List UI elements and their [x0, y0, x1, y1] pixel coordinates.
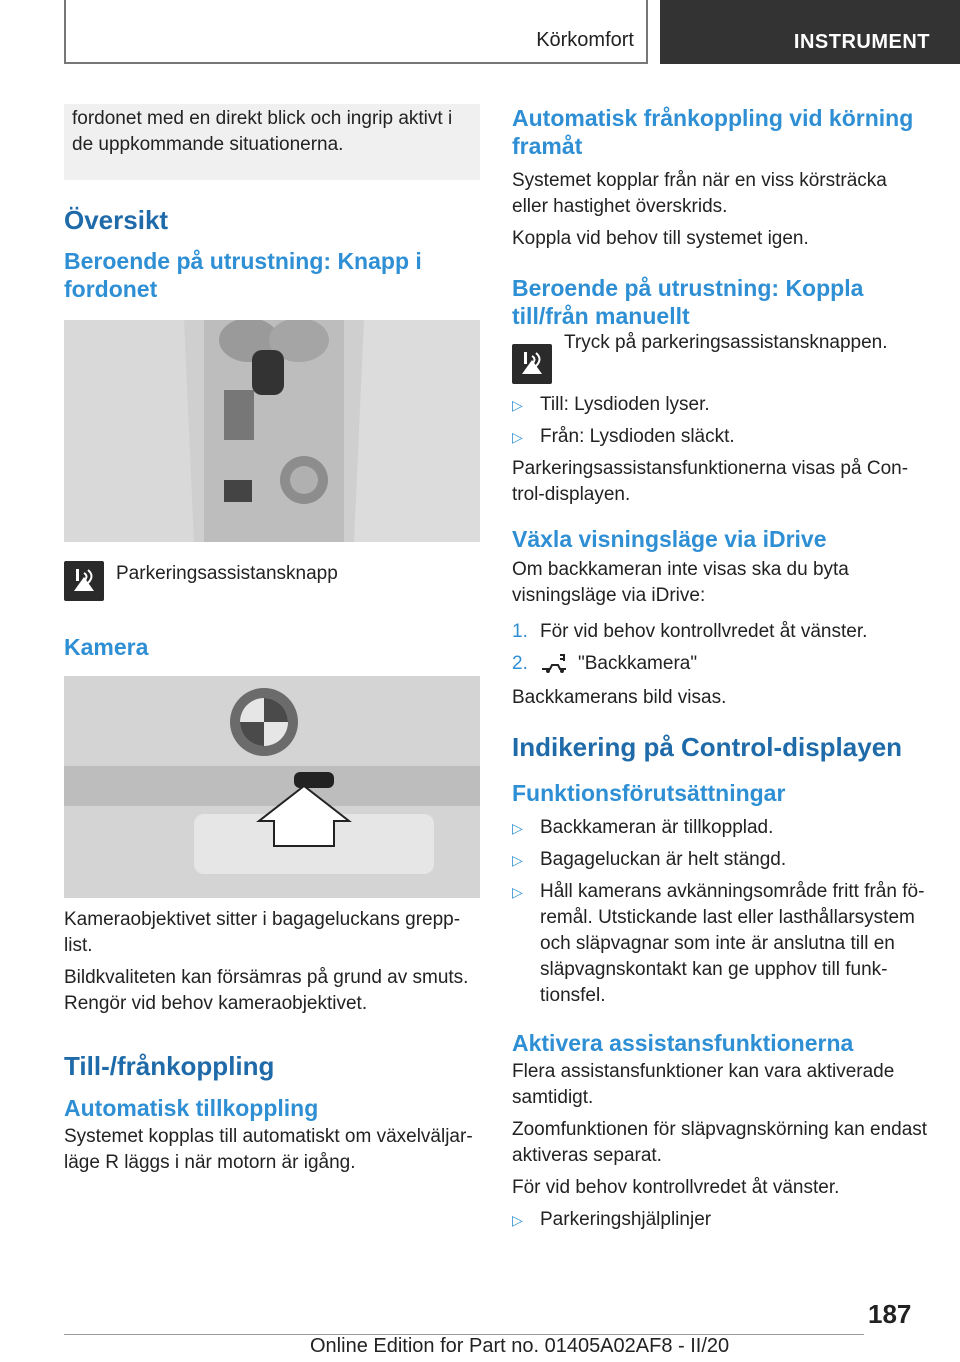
- camera-photo: [64, 676, 480, 898]
- heading-aktivera: Aktivera assistansfunktionerna: [512, 1030, 854, 1056]
- parking-assist-icon: [64, 561, 104, 601]
- state-list: [512, 392, 928, 450]
- console-photo: [64, 320, 480, 542]
- list-item: ▷ Från: Lysdioden släckt.: [512, 424, 928, 450]
- tryck-text: Tryck på parkeringsassistansknappen.: [564, 332, 888, 353]
- list-item: ▷ Parkeringshjälplinjer: [512, 1207, 928, 1233]
- paragraph-aktivera-1: Flera assistansfunktioner kan vara aktiverade samtidigt.: [512, 1061, 895, 1108]
- list-item: ▷ Håll kamerans avkänningsområde fritt från föremål. Utstickande last eller lasthållarsystem och släpvagnar som inte är anslutna till en släpvagnskontakt kan ge upphov till funktionsfel.: [512, 881, 925, 1006]
- console-illustration: [64, 320, 480, 542]
- icon-caption: Parkeringsassistansknapp: [116, 563, 338, 584]
- header-chapter-tab: [660, 0, 960, 64]
- list-item: ▷ Till: Lysdioden lyser.: [512, 392, 928, 418]
- left-column: [64, 104, 480, 1176]
- header-section-tab: [64, 0, 648, 64]
- heading-auto-fran: Automatisk frånkoppling vid körning framåt: [512, 105, 914, 159]
- paragraph-vaxla: Om backkameran inte visas ska du byta visningsläge via iDrive:: [512, 559, 849, 606]
- triangle-bullet-icon: ▷: [512, 884, 523, 900]
- heading-knapp: Beroende på utrustning: Knapp i fordonet: [64, 248, 422, 302]
- heading-auto-till: Automatisk tillkoppling: [64, 1095, 319, 1121]
- heading-funktion: Funktionsförutsättningar: [512, 780, 786, 806]
- paragraph-kamera-2: Bildkvaliteten kan försämras på grund av smuts. Rengör vid behov kameraobjektivet.: [64, 967, 469, 1014]
- list-item: 2. "Backkamera": [512, 653, 698, 674]
- page-number: 187: [868, 1299, 912, 1329]
- paragraph-aktivera-2: Zoomfunktionen för släpvagnskörning kan endast aktiveras separat.: [512, 1119, 928, 1166]
- list-item: ▷ Bagageluckan är helt stängd.: [512, 847, 928, 873]
- chapter-title: INSTRUMENT: [793, 31, 930, 53]
- heading-manuellt: Beroende på utrustning: Koppla till/från manuellt: [512, 275, 864, 329]
- paragraph-fran-1: Systemet kopplar från när en viss körsträcka eller hastighet överskrids.: [512, 170, 887, 217]
- parking-assist-icon: [512, 344, 552, 384]
- backkamera-icon: [540, 653, 570, 675]
- heading-kamera: Kamera: [64, 634, 149, 660]
- parking-button-legend: [64, 561, 480, 601]
- heading-vaxla: Växla visningsläge via iDrive: [512, 526, 827, 552]
- heading-oversikt: Översikt: [64, 205, 169, 235]
- section-title: Körkomfort: [536, 29, 634, 51]
- tryck-instruction: [512, 330, 928, 384]
- triangle-bullet-icon: ▷: [512, 1212, 523, 1228]
- triangle-bullet-icon: ▷: [512, 820, 523, 836]
- paragraph-auto-till: Systemet kopplas till automatiskt om växelväljarläge R läggs i när motorn är igång.: [64, 1126, 473, 1173]
- paragraph-visas: Parkeringsassistansfunktionerna visas på Control-displayen.: [512, 458, 909, 505]
- paragraph-fran-2: Koppla vid behov till systemet igen.: [512, 228, 809, 249]
- footer-edition: Online Edition for Part no. 01405A02AF8 - II/20: [310, 1335, 730, 1357]
- step-list: [512, 619, 928, 677]
- paragraph-kamera-1: Kameraobjektivet sitter i bagageluckans grepplist.: [64, 909, 461, 956]
- right-column: [512, 104, 928, 1233]
- list-item: 1. För vid behov kontrollvredet åt vänster.: [512, 621, 868, 642]
- condition-list: [512, 815, 928, 1009]
- triangle-bullet-icon: ▷: [512, 852, 523, 868]
- heading-till-fran: Till-/frånkoppling: [64, 1051, 275, 1081]
- triangle-bullet-icon: ▷: [512, 397, 523, 413]
- heading-indikering: Indikering på Control-displayen: [512, 732, 903, 762]
- note-box: fordonet med en direkt blick och ingrip aktivt i de uppkommande situationerna.: [64, 104, 480, 180]
- paragraph-bild: Backkamerans bild visas.: [512, 687, 727, 708]
- aktivera-list: [512, 1207, 928, 1233]
- paragraph-aktivera-3: För vid behov kontrollvredet åt vänster.: [512, 1177, 840, 1198]
- camera-illustration: [64, 676, 480, 898]
- triangle-bullet-icon: ▷: [512, 429, 523, 445]
- list-item: ▷ Backkameran är tillkopplad.: [512, 815, 928, 841]
